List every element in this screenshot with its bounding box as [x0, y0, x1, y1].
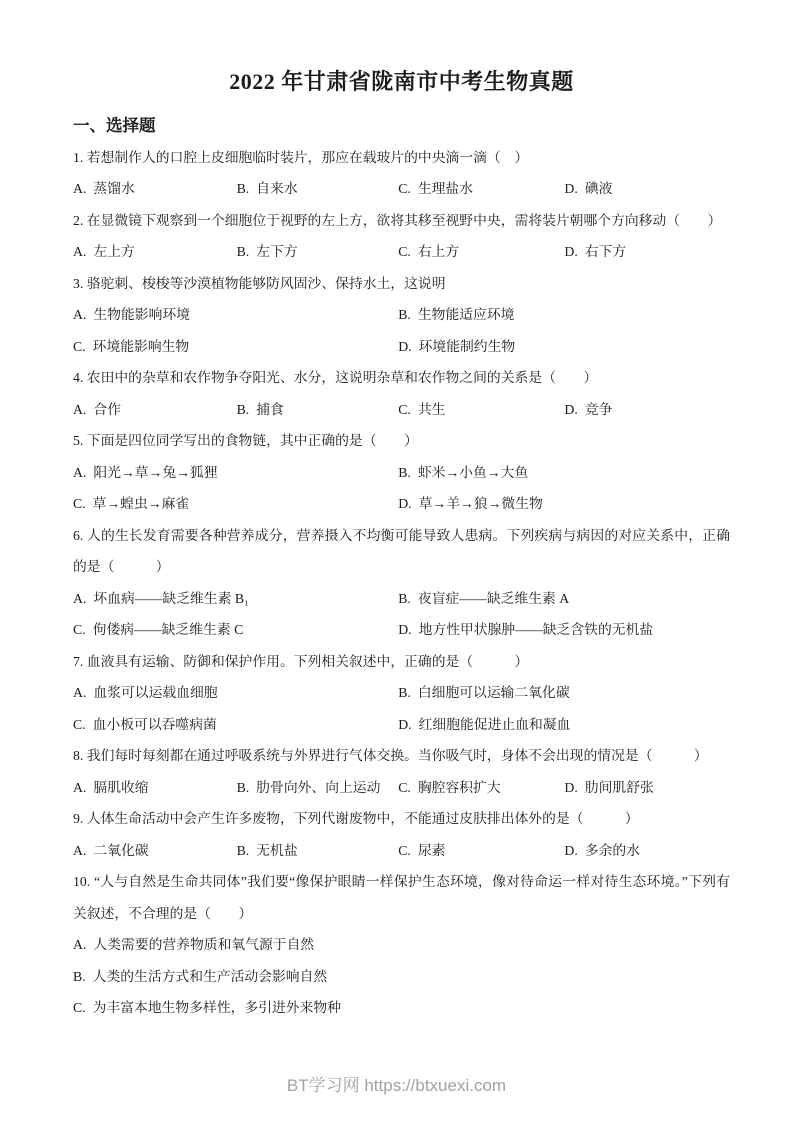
- question-6-stem: 6. 人的生长发育需要各种营养成分，营养摄入不均衡可能导致人患病。下列疾病与病因的对应关系中，正确的是（ ）: [73, 527, 730, 574]
- question-3-options-row-1: [73, 299, 730, 331]
- option-text: 右上方: [417, 244, 460, 259]
- option-label: D.: [564, 779, 578, 795]
- option-text: 生理盐水: [417, 181, 474, 196]
- option-text: 生物能适应环境: [417, 307, 515, 322]
- option-label: A.: [73, 307, 87, 322]
- question-2-options: [73, 236, 730, 268]
- question-2-option-c: [398, 236, 564, 268]
- option-label: B.: [398, 590, 411, 606]
- option-label: C.: [73, 338, 86, 354]
- question-8-stem: 8. 我们每时每刻都在通过呼吸系统与外界进行气体交换。当你吸气时，身体不会出现的情况是（ ）: [73, 748, 708, 763]
- option-label: D.: [564, 401, 578, 417]
- question-2: [73, 205, 730, 268]
- question-7-stem: 7. 血液具有运输、防御和保护作用。下列相关叙述中，正确的是（ ）: [73, 653, 529, 669]
- question-7: [73, 646, 730, 741]
- question-8: [73, 740, 730, 803]
- option-text: 环境能制约生物: [418, 338, 516, 354]
- question-4-option-d: [564, 394, 730, 426]
- option-label: C.: [73, 496, 86, 511]
- option-text: 合作: [93, 401, 122, 417]
- option-text: 人类的生活方式和生产活动会影响自然: [92, 968, 328, 984]
- option-label: A.: [73, 590, 87, 606]
- question-6-option-d: [398, 614, 730, 646]
- option-text: 捕食: [256, 401, 284, 417]
- option-text: 无机盐: [256, 842, 298, 858]
- option-text: 多余的水: [584, 842, 641, 858]
- section-heading: 一、选择题: [73, 116, 156, 135]
- question-7-options-row-1: [73, 677, 730, 709]
- question-8-option-b: [237, 772, 399, 804]
- option-text: 右下方: [584, 244, 627, 259]
- option-label: B.: [236, 244, 250, 259]
- question-8-option-c: [398, 772, 564, 804]
- option-text: 佝偻病——缺乏维生素 C: [92, 622, 244, 637]
- question-5-option-b: [398, 457, 730, 489]
- option-text: 生物能影响环境: [93, 307, 190, 322]
- question-2-option-b: [237, 236, 399, 268]
- option-label: D.: [398, 496, 412, 511]
- question-9-stem: 9. 人体生命活动中会产生许多废物，下列代谢废物中，不能通过皮肤排出体外的是（ ）: [73, 811, 639, 826]
- option-label: A.: [73, 401, 87, 417]
- question-5-stem: 5. 下面是四位同学写出的食物链，其中正确的是（ ）: [73, 433, 418, 448]
- question-9-option-d: [564, 835, 730, 867]
- option-text: 血浆可以运载血细胞: [93, 685, 218, 700]
- option-label: C.: [398, 401, 411, 417]
- option-label: B.: [236, 779, 250, 795]
- question-8-option-d: [564, 772, 730, 804]
- option-text: 白细胞可以运输二氧化碳: [417, 685, 570, 700]
- option-text: 自来水: [256, 181, 298, 196]
- question-4-options: [73, 394, 730, 426]
- question-1-option-c: [398, 173, 564, 205]
- option-text: 竞争: [584, 401, 613, 417]
- question-1: [73, 142, 730, 205]
- option-label: B.: [398, 307, 411, 322]
- option-label: B.: [73, 968, 86, 984]
- option-text: 肋间肌舒张: [584, 779, 654, 795]
- question-9-options: [73, 835, 730, 867]
- question-6-options-row-2: [73, 614, 730, 646]
- question-7-option-b: [398, 677, 730, 709]
- question-3-option-b: [398, 299, 730, 331]
- question-2-option-a: [73, 236, 237, 268]
- option-text: 碘液: [584, 181, 613, 196]
- option-label: A.: [73, 842, 87, 858]
- option-label: B.: [236, 401, 250, 417]
- question-1-option-d: [564, 173, 730, 205]
- question-1-option-a: [73, 173, 237, 205]
- page-title: 2022 年甘肃省陇南市中考生物真题: [229, 69, 574, 94]
- option-text: 肋骨向外、向上运动: [256, 779, 381, 795]
- question-6-option-b: [398, 583, 730, 615]
- question-1-stem: 1. 若想制作人的口腔上皮细胞临时装片，那应在载玻片的中央滴一滴（ ）: [73, 149, 529, 165]
- question-6: [73, 520, 730, 646]
- question-3-option-c: [73, 331, 398, 363]
- option-text: 阳光→草→兔→狐狸: [93, 464, 218, 480]
- option-label: D.: [564, 181, 578, 196]
- question-10-stem: 10. “人与自然是生命共同体”我们要“像保护眼睛一样保护生态环境，像对待命运一样对待生态环境。”下列有关叙述，不合理的是（ ）: [73, 874, 730, 921]
- question-1-options: [73, 173, 730, 205]
- option-label: A.: [73, 685, 87, 700]
- option-text: 坏血病——缺乏维生素 B₁: [93, 590, 249, 606]
- question-10: [73, 866, 730, 1024]
- question-5-option-d: [398, 488, 730, 520]
- question-9: [73, 803, 730, 866]
- question-9-option-b: [237, 835, 399, 867]
- question-7-options-row-2: [73, 709, 730, 741]
- question-4: [73, 362, 730, 425]
- question-2-option-d: [564, 236, 730, 268]
- option-label: A.: [73, 244, 87, 259]
- question-10-option-a: [73, 929, 730, 961]
- question-8-options: [73, 772, 730, 804]
- question-10-option-b: [73, 961, 730, 993]
- question-1-option-b: [237, 173, 399, 205]
- option-label: B.: [236, 181, 250, 196]
- option-text: 蒸馏水: [93, 181, 135, 196]
- option-text: 二氧化碳: [93, 842, 149, 858]
- option-text: 左下方: [256, 244, 298, 259]
- question-4-stem: 4. 农田中的杂草和农作物争夺阳光、水分，这说明杂草和农作物之间的关系是（ ）: [73, 370, 598, 385]
- option-text: 虾米→小鱼→大鱼: [417, 464, 529, 480]
- option-label: C.: [73, 716, 86, 732]
- question-3-options-row-2: [73, 331, 730, 363]
- option-label: A.: [73, 779, 87, 795]
- question-5-options-row-2: [73, 488, 730, 520]
- question-3-option-d: [398, 331, 730, 363]
- option-text: 草→羊→狼→微生物: [418, 496, 543, 511]
- question-7-option-d: [398, 709, 730, 741]
- option-label: D.: [564, 842, 578, 858]
- option-text: 为丰富本地生物多样性，多引进外来物种: [92, 1000, 341, 1015]
- option-label: B.: [236, 842, 250, 858]
- option-text: 人类需要的营养物质和氧气源于自然: [93, 937, 315, 952]
- question-2-stem: 2. 在显微镜下观察到一个细胞位于视野的左上方，欲将其移至视野中央，需将装片朝哪个方向移动（ ）: [73, 212, 722, 228]
- question-10-option-c: [73, 992, 730, 1024]
- option-label: C.: [398, 779, 411, 795]
- question-5-option-a: [73, 457, 398, 489]
- question-4-option-b: [237, 394, 399, 426]
- option-label: D.: [564, 244, 578, 259]
- question-5: [73, 425, 730, 520]
- option-label: D.: [398, 622, 412, 637]
- question-5-options-row-1: [73, 457, 730, 489]
- option-label: B.: [398, 685, 411, 700]
- option-label: C.: [398, 244, 411, 259]
- question-8-option-a: [73, 772, 237, 804]
- question-6-option-c: [73, 614, 398, 646]
- option-text: 膈肌收缩: [93, 779, 149, 795]
- option-text: 地方性甲状腺肿——缺乏含铁的无机盐: [418, 622, 654, 637]
- question-7-option-a: [73, 677, 398, 709]
- option-label: C.: [398, 842, 411, 858]
- question-6-option-a: [73, 583, 398, 615]
- option-text: 胸腔容积扩大: [417, 779, 501, 795]
- option-label: B.: [398, 464, 411, 480]
- question-4-option-a: [73, 394, 237, 426]
- question-3-option-a: [73, 299, 398, 331]
- option-label: D.: [398, 716, 412, 732]
- question-7-option-c: [73, 709, 398, 741]
- option-label: C.: [73, 1000, 86, 1015]
- question-9-option-c: [398, 835, 564, 867]
- option-label: A.: [73, 181, 87, 196]
- question-10-options: [73, 929, 730, 1024]
- option-label: A.: [73, 464, 87, 480]
- option-text: 左上方: [93, 244, 135, 259]
- question-3-stem: 3. 骆驼刺、梭梭等沙漠植物能够防风固沙、保持水土，这说明: [73, 275, 446, 291]
- option-text: 环境能影响生物: [92, 338, 190, 354]
- question-3: [73, 268, 730, 363]
- watermark-footer: [0, 1071, 793, 1096]
- watermark-text: BT学习网 https://btxuexi.com: [286, 1076, 507, 1095]
- option-text: 红细胞能促进止血和凝血: [418, 716, 571, 732]
- option-label: A.: [73, 937, 87, 952]
- option-label: C.: [398, 181, 411, 196]
- option-text: 血小板可以吞噬病菌: [92, 716, 217, 732]
- option-label: C.: [73, 622, 86, 637]
- question-5-option-c: [73, 488, 398, 520]
- question-6-options-row-1: [73, 583, 730, 615]
- question-4-option-c: [398, 394, 564, 426]
- option-label: D.: [398, 338, 412, 354]
- option-text: 共生: [417, 401, 446, 417]
- question-9-option-a: [73, 835, 237, 867]
- option-text: 草→蝗虫→麻雀: [92, 496, 190, 511]
- option-text: 尿素: [417, 842, 446, 858]
- option-text: 夜盲症——缺乏维生素 A: [417, 590, 570, 606]
